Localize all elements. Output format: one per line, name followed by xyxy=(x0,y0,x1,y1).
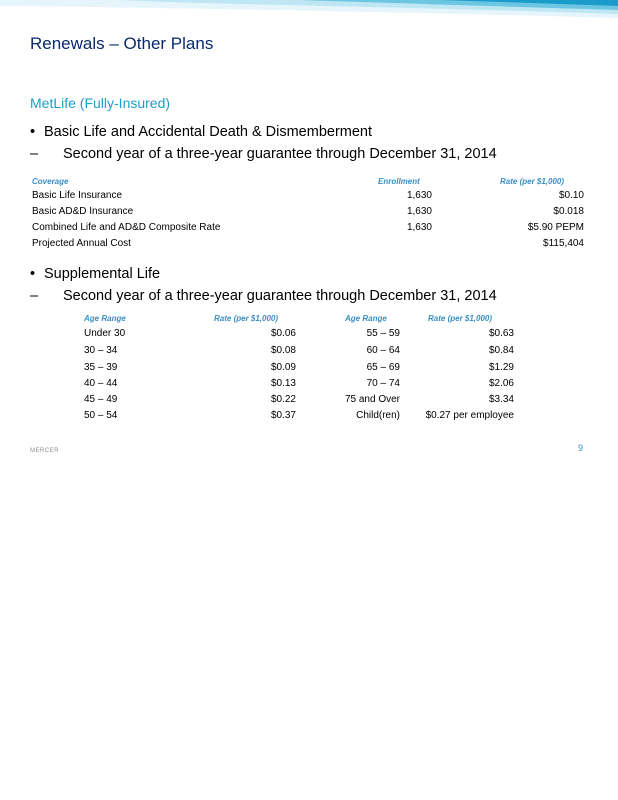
age-range-cell: 50 – 54 xyxy=(84,410,118,421)
rate-cell: $0.37 xyxy=(270,410,296,421)
rate-cell: $0.13 xyxy=(270,378,296,389)
age-range-cell: 35 – 39 xyxy=(84,362,118,373)
subbullet-text: Second year of a three-year guarantee through December 31, 2014 xyxy=(63,288,497,304)
bullet-dot: • xyxy=(30,124,36,140)
header-wave-band xyxy=(0,0,618,24)
col-header-age-range-left: Age Range xyxy=(84,314,126,323)
coverage-cell: Basic Life Insurance xyxy=(32,190,123,201)
col-header-rate-left: Rate (per $1,000) xyxy=(214,314,279,323)
col-header-age-range-right: Age Range xyxy=(345,314,387,323)
rate-cell: $3.34 xyxy=(488,394,514,405)
rate-cell: $0.018 xyxy=(553,206,584,217)
bullet-text: Basic Life and Accidental Death & Dismemberment xyxy=(44,124,373,140)
page-number: 9 xyxy=(578,443,584,453)
coverage-cell: Combined Life and AD&D Composite Rate xyxy=(32,222,221,233)
age-range-cell: 70 – 74 xyxy=(366,378,400,389)
age-range-cell: 40 – 44 xyxy=(84,378,118,389)
age-range-cell: 65 – 69 xyxy=(366,362,400,373)
bullet-text: Supplemental Life xyxy=(44,266,161,282)
subbullet-supplemental-guarantee xyxy=(30,288,497,304)
enrollment-cell: 1,630 xyxy=(406,206,432,217)
coverage-cell: Projected Annual Cost xyxy=(32,238,131,249)
enrollment-cell: 1,630 xyxy=(406,222,432,233)
rate-cell: $0.08 xyxy=(270,345,296,356)
age-range-cell: Under 30 xyxy=(84,328,126,339)
dash-marker: – xyxy=(30,288,39,304)
age-range-cell: 75 and Over xyxy=(344,394,400,405)
rate-cell: $0.06 xyxy=(270,328,296,339)
rate-cell: $5.90 PEPM xyxy=(527,222,584,233)
slide-title: Renewals – Other Plans xyxy=(30,34,214,53)
col-header-enrollment: Enrollment xyxy=(378,177,420,186)
col-header-rate: Rate (per $1,000) xyxy=(500,177,565,186)
bullet-dot: • xyxy=(30,266,36,282)
rate-cell: $0.09 xyxy=(270,362,296,373)
age-range-cell: 45 – 49 xyxy=(84,394,118,405)
age-range-cell: Child(ren) xyxy=(356,410,400,421)
footer-brand-logo: MERCER xyxy=(30,448,60,454)
coverage-cell: Basic AD&D Insurance xyxy=(32,206,134,217)
section-heading: MetLife (Fully-Insured) xyxy=(30,95,171,111)
col-header-rate-right: Rate (per $1,000) xyxy=(428,314,493,323)
rate-cell: $0.27 per employee xyxy=(425,410,514,421)
bullet-supplemental-life xyxy=(30,266,160,282)
col-header-coverage: Coverage xyxy=(32,177,69,186)
rate-cell: $0.84 xyxy=(488,345,514,356)
subbullet-text: Second year of a three-year guarantee through December 31, 2014 xyxy=(63,146,497,162)
rate-cell: $0.10 xyxy=(558,190,584,201)
age-range-cell: 55 – 59 xyxy=(366,328,400,339)
age-range-cell: 30 – 34 xyxy=(84,345,118,356)
bullet-basic-life xyxy=(30,124,372,140)
subbullet-basic-guarantee xyxy=(30,146,497,162)
dash-marker: – xyxy=(30,146,39,162)
enrollment-cell: 1,630 xyxy=(406,190,432,201)
rate-cell: $1.29 xyxy=(488,362,514,373)
rate-cell: $0.22 xyxy=(270,394,296,405)
age-range-cell: 60 – 64 xyxy=(366,345,400,356)
rate-cell: $115,404 xyxy=(543,238,584,249)
rate-cell: $2.06 xyxy=(488,378,514,389)
rate-cell: $0.63 xyxy=(488,328,514,339)
